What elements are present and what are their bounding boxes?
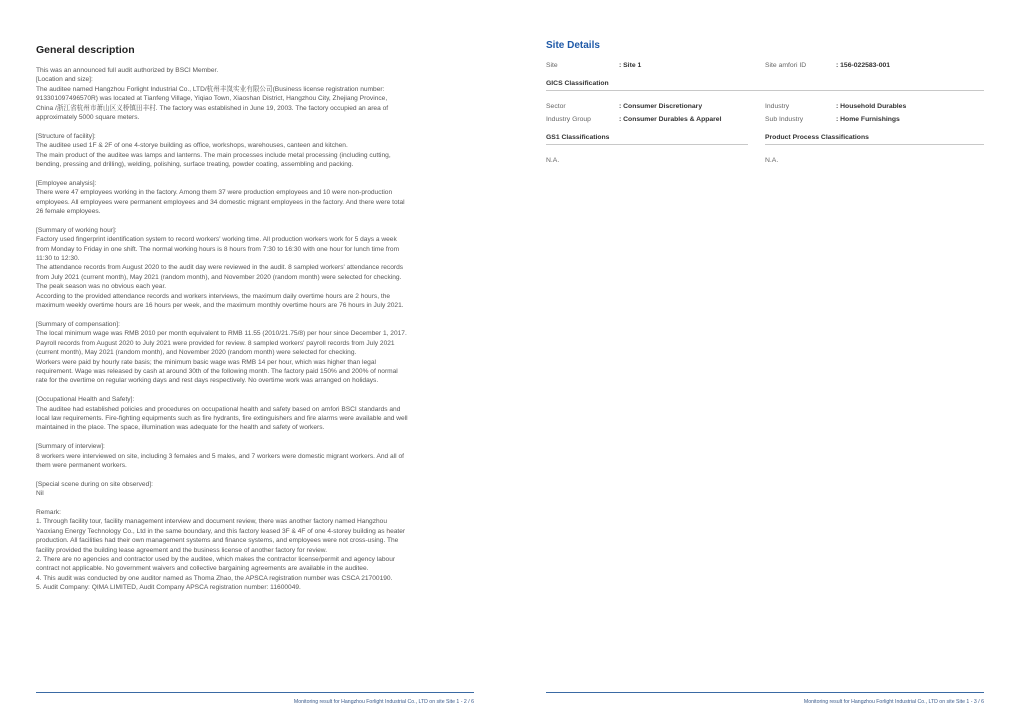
site-row bbox=[546, 62, 642, 69]
gs1-heading: GS1 Classifications bbox=[546, 134, 610, 141]
description-line: The auditee had established policies and procedures on occupational health and safety based on amfori BSCI standards and bbox=[36, 405, 401, 413]
description-paragraph bbox=[36, 395, 476, 433]
description-line: approximately 5000 square meters. bbox=[36, 114, 140, 122]
description-line: from July 2021 (current month), May 2021 (random month), and November 2020 (random month) were selected for checking. bbox=[36, 273, 402, 281]
description-line: maximum weekly overtime hours are 16 hours per week, and the maximum monthly overtime hours are 76 hours in July 2021. bbox=[36, 302, 404, 310]
description-line: 26 female employees. bbox=[36, 208, 101, 216]
description-line: The local minimum wage was RMB 2010 per month equivalent to RMB 11.55 (2010/21.75/8) per hour since December 1, 2017. bbox=[36, 330, 407, 338]
description-line: There were 47 employees working in the factory. Among them 37 were production employees and 10 were non-production bbox=[36, 189, 393, 197]
page-site-details bbox=[510, 0, 1020, 722]
industry-row bbox=[765, 103, 907, 110]
description-line: rate for the overtime on regular working days and rest days respectively. No overtime work was arranged on holidays. bbox=[36, 377, 379, 385]
description-line: requirement. Wage was released by cash at around 30th of the following month. The factory paid 150% and 200% of normal bbox=[36, 367, 398, 375]
footer-rule-left bbox=[36, 692, 474, 693]
description-line: [Special scene during on site observed]: bbox=[36, 480, 153, 488]
industry-label: Industry bbox=[765, 103, 790, 110]
description-line: contract not applicable. No government waivers and collective bargaining agreements are available in the auditee. bbox=[36, 565, 369, 573]
description-line: The auditee named Hangzhou Forlight Industrial Co., LTD/杭州丰岚实业有限公司(Business license registration number: bbox=[36, 85, 385, 93]
description-line: [Structure of facility]: bbox=[36, 132, 96, 140]
description-line: [Employee analysis]: bbox=[36, 179, 97, 187]
description-line: 5. Audit Company: QIMA LIMITED, Audit Company APSCA registration number: 11600049. bbox=[36, 584, 301, 592]
description-line: According to the provided attendance records and workers interviews, the maximum daily overtime hours are 2 hours, the bbox=[36, 292, 391, 300]
industry-value: : Household Durables bbox=[836, 103, 907, 110]
description-line: This was an announced full audit authorized by BSCI Member. bbox=[36, 67, 219, 74]
description-paragraph bbox=[36, 179, 476, 217]
description-line: The peak season was no obvious each year. bbox=[36, 283, 167, 291]
page-footer-left: Monitoring result for Hangzhou Forlight Industrial Co., LTD on site Site 1 - 2 / 6 bbox=[293, 699, 474, 705]
amfori-id-value: : 156-022583-001 bbox=[836, 62, 891, 69]
description-paragraph bbox=[36, 442, 476, 470]
description-paragraph bbox=[36, 66, 476, 122]
sector-label: Sector bbox=[546, 103, 566, 110]
description-line: 1. Through facility tour, facility management interview and document review, there was another factory named Hangzhou bbox=[36, 518, 388, 526]
description-line: 11:30 to 12:30. bbox=[36, 255, 80, 263]
description-line: them were permanent workers. bbox=[36, 461, 127, 469]
general-description-title: General description bbox=[36, 44, 135, 56]
description-line: Yaoxiang Energy Technology Co., Ltd in the same boundary, and this factory leased 3F & 4F of one 4-storey building as heater bbox=[36, 527, 406, 535]
industry-group-label: Industry Group bbox=[546, 116, 591, 123]
ppc-heading: Product Process Classifications bbox=[765, 134, 869, 141]
footer-rule-right bbox=[546, 692, 984, 693]
description-line: Payroll records from August 2020 to July 2021 were provided for review. 8 sampled workers' payroll records from July 2021 bbox=[36, 339, 395, 347]
description-paragraph bbox=[36, 132, 476, 170]
description-line: (current month), May 2021 (random month), and November 2020 (random month) were selected for checking. bbox=[36, 349, 357, 357]
description-line: from Monday to Friday in one shift. The normal working hours is 8 hours from 7:30 to 16:30 with one hour for lunch time from bbox=[36, 245, 400, 253]
description-line: China /浙江省杭州市萧山区义桥镇田丰村. The factory was established in June 19, 2003. The factory occupied an area of bbox=[36, 104, 389, 112]
gs1-value: N.A. bbox=[546, 157, 560, 164]
sub-industry-row bbox=[765, 116, 900, 123]
description-line: The attendance records from August 2020 to the audit day were reviewed in the audit. 8 sampled workers' attendance records bbox=[36, 264, 404, 272]
sector-value: : Consumer Discretionary bbox=[619, 103, 703, 110]
description-paragraph bbox=[36, 320, 476, 386]
description-line: production. All facilities had their own management systems and finance systems, and employees were not cross-using. The bbox=[36, 537, 399, 545]
description-line: 8 workers were interviewed on site, including 3 females and 5 males, and 7 workers were domestic migrant workers. And all of bbox=[36, 452, 404, 460]
description-line: Factory used fingerprint identification system to record workers' working time. All production workers work for 5 days a week bbox=[36, 236, 397, 244]
description-line: The auditee used 1F & 2F of one 4-storye building as office, workshops, warehouses, canteen and kitchen. bbox=[36, 142, 348, 150]
description-line: [Summary of compensation]: bbox=[36, 320, 120, 328]
sector-row bbox=[546, 103, 703, 110]
description-line: 913301097496570R) was located at Tianfeng Village, Yiqiao Town, Xiaoshan District, Hangzhou City, Zhejiang Province, bbox=[36, 95, 388, 103]
description-line: Remark: bbox=[36, 508, 61, 516]
description-line: maintained in the place. The space, illumination was adequate for the health and safety of workers. bbox=[36, 424, 325, 432]
industry-group-row bbox=[546, 116, 722, 123]
sub-industry-label: Sub Industry bbox=[765, 116, 804, 123]
ppc-value: N.A. bbox=[765, 157, 779, 164]
ppc-rule bbox=[765, 144, 984, 145]
description-line: facility provided the building lease agreement and the business license of another factory for review. bbox=[36, 546, 328, 554]
description-paragraph bbox=[36, 508, 476, 593]
description-line: [Summary of working hour]: bbox=[36, 226, 117, 234]
gics-heading: GICS Classification bbox=[546, 80, 609, 87]
description-line: employees. All employees were permanent employees and 34 domestic migrant employees in the factory. And there were total bbox=[36, 198, 405, 206]
general-description-body bbox=[36, 66, 476, 602]
site-label: Site bbox=[546, 62, 558, 69]
description-line: [Location and size]: bbox=[36, 76, 93, 84]
description-line: Nil bbox=[36, 490, 44, 498]
description-paragraph bbox=[36, 480, 476, 499]
description-line: Workers were paid by hourly rate basis; the minimum basic wage was RMB 14 per hour, which was higher than legal bbox=[36, 358, 376, 366]
sub-industry-value: : Home Furnishings bbox=[836, 116, 900, 123]
site-value: : Site 1 bbox=[619, 62, 642, 69]
amfori-id-label: Site amfori ID bbox=[765, 62, 807, 69]
description-line: [Summary of interview]: bbox=[36, 443, 105, 451]
page-footer-right: Monitoring result for Hangzhou Forlight Industrial Co., LTD on site Site 1 - 3 / 6 bbox=[803, 699, 984, 705]
description-line: 4. This audit was conducted by one auditor named as Thoma Zhao, the APSCA registration number was CSCA 21700190. bbox=[36, 574, 393, 582]
description-line: local law requirements. Fire-fighting equipments such as fire hydrants, fire extinguishers and fire alarms were available and well bbox=[36, 414, 408, 422]
description-line: The main product of the auditee was lamps and lanterns. The main processes include metal processing (including cutting, bbox=[36, 151, 391, 159]
site-details-title: Site Details bbox=[546, 40, 600, 51]
amfori-id-row bbox=[765, 62, 891, 69]
description-line: bending, pressing and drilling), welding, polishing, surface treating, powder coating, assembling and packing. bbox=[36, 161, 354, 169]
gs1-rule bbox=[546, 144, 748, 145]
gics-rule bbox=[546, 90, 984, 91]
industry-group-value: : Consumer Durables & Apparel bbox=[619, 116, 722, 123]
description-line: 2. There are no agencies and contractor used by the auditee, which makes the contractor license/permit and agency labour bbox=[36, 556, 396, 563]
description-paragraph bbox=[36, 226, 476, 311]
description-line: [Occupational Health and Safety]: bbox=[36, 396, 135, 404]
